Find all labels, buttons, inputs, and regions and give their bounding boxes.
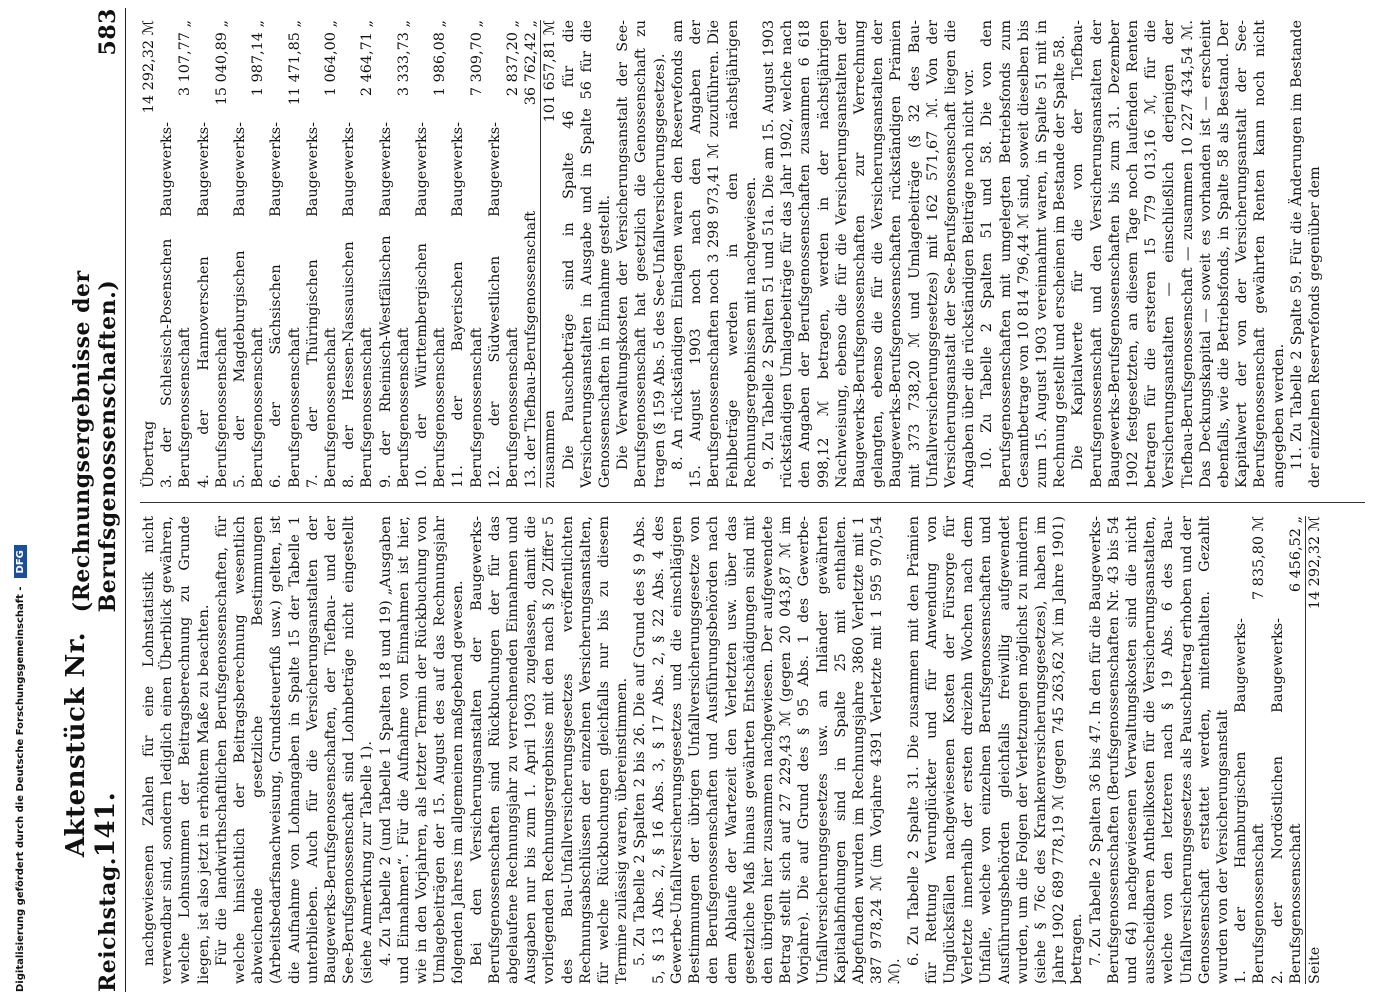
payment-entry-label: 2. der Nordöstlichen Baugewerks-Berufsgenossenschaft [1269, 618, 1304, 984]
payment-entry [158, 20, 194, 488]
payment-entry [231, 20, 267, 488]
payment-entry-value: 1 987,14 „ [250, 20, 267, 97]
carryover-entry-value: 14 292,32 ℳ [141, 20, 157, 114]
payment-entry-label: 11. der Bayerischen Baugewerks-Berufsgenossenschaft [450, 122, 485, 488]
text-paragraph: 6. Zu Tabelle 2 Spalte 31. Die zusammen mit den Prämien für Rettung Verunglückter und für Anwendung von Unglücksfällen nachgewiesenen Kosten der Fürsorge für Verletzte innerhalb der ersten dreizehn Wochen nach dem Unfalle, welche von einzelnen Berufsgenossenschaften und Ausführungsbehörden gleichfalls freiwillig aufgewendet wurden, um die Folgen der Verletzungen möglichst zu mindern (siehe § 76c des Krankenversicherungsgesetzes), haben im Jahre 1902 689 778,19 ℳ (gegen 745 263,62 ℳ im Jahre 1901) betragen. [905, 516, 1086, 984]
text-paragraph: 7. Zu Tabelle 2 Spalten 36 bis 47. In den für die Baugewerks-Berufsgenossenschaften (Berufsgenossenschaften Nr. 43 bis 54 und 64) nachgewiesenen Verwaltungskosten sind die nicht ausscheidbaren Antheilkosten für die Versicherungsanstalten, welche von den letzteren nach § 19 Abs. 6 des Bau-Unfallversicherungsgesetzes als Pauschbetrag erhoben und der Genossenschaft erstattet werden, mitenthalten. Gezahlt wurden von der Versicherungsanstalt [1087, 516, 1231, 984]
payment-entry-label: 1. der Hamburgischen Baugewerks-Berufsgenossenschaft [1233, 618, 1268, 984]
text-paragraph: 10. Zu Tabelle 2 Spalten 51 und 58. Die von den Berufsgenossenschaften mit umgelegten Betriebsfonds zum Gesamtbetrage von 10 814 796,44 ℳ sind, soweit dieselben bis zum 15. August 1903 vereinnahmt waren, in Spalte 51 mit in Rechnung gestellt und erscheinen im Bestande der Spalte 58. [979, 20, 1069, 488]
header-left: Reichstag. [95, 857, 121, 992]
text-paragraph: 5. Zu Tabelle 2 Spalten 2 bis 26. Die auf Grund des § 9 Abs. 5, § 13 Abs. 2, § 16 Abs. 3, § 17 Abs. 2, § 22 Abs. 4 des Gewerbe-Unfallversicherungsgesetzes und die einschlägigen Bestimmungen der übrigen Unfallversicherungsgesetze von den Berufsgenossenschaften und Ausführungsbehörden nach dem Ablaufe der Wartezeit den Verletzten usw. über das gesetzliche Maß hinaus gewährten Entschädigungen sind mit den übrigen hier zusammen nachgewiesen. Der aufgewendete Betrag stellt sich auf 27 229,43 ℳ (gegen 20 043,87 ℳ im Vorjahre). Die auf Grund des § 95 Abs. 1 des Gewerbe-Unfallversicherungsgesetzes usw. an Inländer gewährten Kapitalabfindungen sind in Spalte 25 mit enthalten. Abgefunden wurden im Rechnungsjahre 3860 Verletzte mit 1 387 978,24 ℳ (im Vorjahre 4391 Verletzte mit 1 595 970,54 ℳ). [632, 516, 904, 984]
payment-entry-value: 3 107,77 „ [177, 20, 194, 97]
payment-entry-label: 6. der Sächsischen Baugewerks-Berufsgenossenschaft [268, 122, 303, 488]
payment-entry [1232, 516, 1268, 984]
payment-entry-value: 7 309,70 „ [468, 20, 485, 97]
payment-entry-value: 15 040,89 „ [213, 20, 230, 106]
payment-entry-label: 3. der Schlesisch-Posenschen Baugewerks-Berufsgenossenschaft [159, 122, 194, 488]
carryover-entry-label: Übertrag [141, 420, 157, 488]
text-paragraph: Für die landwirthschaftlichen Berufsgenossenschaften, für welche hinsichtlich der Beitragsberechnung wesentlich abweichende gesetzliche Bestimmungen (Arbeitsbedarfsnachweisung, Grundsteuerfuß usw.) gelten, ist die Aufnahme von Lohnangaben in Spalte 15 der Tabelle 1 unterblieben. Auch für die Versicherungsanstalten der Baugewerks-Berufsgenossenschaften, der Tiefbau- und der See-Berufsgenossenschaft sind Lohnbeträge nicht eingestellt (siehe Anmerkung zur Tabelle 1). [213, 516, 376, 984]
payments-sum [540, 20, 559, 488]
payment-entry-value: 3 333,73 „ [395, 20, 412, 97]
payment-entry-label: 10. der Württembergischen Baugewerks-Berufsgenossenschaft [414, 122, 449, 488]
payment-entry-value: 6 456,52 „ [1287, 516, 1304, 593]
payment-entry-label: 12. der Südwestlichen Baugewerks-Berufsgenossenschaft [486, 122, 522, 488]
payment-entry-value: 7 835,80 ℳ [1251, 516, 1268, 601]
column-divider [140, 502, 1365, 503]
payment-entry-label: 5. der Magdeburgischen Baugewerks-Berufsgenossenschaft [232, 122, 267, 488]
payment-entry-label: 9. der Rheinisch-Westfälischen Baugewerks-Berufsgenossenschaft [377, 122, 412, 488]
carryover-entry [140, 20, 158, 488]
digitization-watermark [6, 32, 34, 992]
payment-entry-value: 11 471,85 „ [286, 20, 303, 106]
payment-entry [449, 20, 485, 488]
payment-entry [377, 20, 413, 488]
payment-entry [413, 20, 449, 488]
payment-entry-value: 2 464,71 „ [359, 20, 376, 97]
page-header [61, 8, 126, 992]
header-title: (Rechnungsergebnisse der Berufsgenossenschaften.) [69, 270, 121, 613]
page-total [1305, 516, 1324, 984]
left-column [140, 516, 1365, 984]
payment-entry [340, 20, 376, 488]
text-paragraph: 9. Zu Tabelle 2 Spalten 51 und 51a. Die am 15. August 1903 rückständigen Umlagebeiträge für das Jahr 1902, welche nach den Angaben der Berufsgenossenschaften zusammen 6 618 998,12 ℳ betragen, werden in der nächstjährigen Nachweisung, ebenso die für die Versicherungsanstalten der Baugewerks-Berufsgenossenschaften zur Verrechnung gelangten, ebenso die für die Versicherungsanstalten der Baugewerks-Berufsgenossenschaften rückständigen Prämien mit 373 738,20 ℳ und Umlagebeiträge (§ 32 des Bau-Unfallversicherungsgesetzes) mit 162 571,67 ℳ. Von der Versicherungsanstalt der See-Berufsgenossenschaft liegen die Angaben über die rückständigen Beiträge noch nicht vor. [760, 20, 978, 488]
payment-entry [1269, 516, 1305, 984]
dfg-logo: DFG [14, 545, 27, 578]
payments-sum-value: 101 657,81 ℳ [542, 20, 559, 123]
payment-entry [195, 20, 231, 488]
payment-entry-label: 4. der Hannoverschen Baugewerks-Berufsgenossenschaft [195, 122, 230, 488]
header-center: Aktenstück Nr. 141. [61, 631, 121, 858]
payments-sum-label: zusammen [542, 410, 559, 488]
payment-entry [304, 20, 340, 488]
text-paragraph: nachgewiesenen Zahlen für eine Lohnstatistik nicht verwendbar sind, sondern lediglich einen Überblick gewähren, welche Lohnsummen der Beitragsberechnung zu Grunde liegen, ist also jetzt in erhöhtem Maße zu beachten. [141, 516, 212, 984]
text-paragraph: Die Verwaltungskosten der Versicherungsanstalt der See-Berufsgenossenschaft hat gesetzlich die Genossenschaft zu tragen (§ 159 Abs. 5 des See-Unfallversicherungsgesetzes). [615, 20, 668, 488]
page-total-label: Seite [1307, 946, 1323, 984]
payment-entry-value: 36 762,42 „ [523, 20, 540, 106]
right-column [140, 20, 1365, 488]
payment-entry [267, 20, 303, 488]
text-paragraph: 8. An rückständigen Einlagen waren den Reservefonds am 15. August 1903 noch nach den Angaben der Berufsgenossenschaften noch 3 298 973,41 ℳ zuzuführen. Die Fehlbeträge werden in den nächstjährigen Rechnungsergebnissen mit nachgewiesen. [669, 20, 759, 488]
page-total-value: 14 292,32 ℳ [1307, 516, 1323, 610]
watermark-text: Digitalisierung gefördert durch die Deutsche Forschungsgemeinschaft - [14, 586, 26, 992]
text-paragraph: Die Pauschbeträge sind in Spalte 46 für die Versicherungsanstalten in Ausgabe und in Spalte 56 für die Genossenschaften in Einnahme gestellt. [560, 20, 614, 488]
payment-entry-label: 13. der Tiefbau-Berufsgenossenschaft [523, 210, 540, 488]
payment-entry-label: 8. der Hessen-Nassauischen Baugewerks-Berufsgenossenschaft [341, 122, 376, 488]
payment-entry-value: 1 986,08 „ [432, 20, 449, 97]
text-paragraph: 4. Zu Tabelle 2 (und Tabelle 1 Spalten 18 und 19) „Ausgaben und Einnahmen“. Für die Aufnahme von Einnahmen ist hier, wie in den Vorjahren, als letzter Termin der Rückbuchung von Umlagebeiträgen der 15. August des auf das Rechnungsjahr folgenden Jahres im allgemeinen maßgebend gewesen. [377, 516, 467, 984]
payment-entry [486, 20, 522, 488]
text-paragraph: Die Kapitalwerte für die von der Tiefbau-Berufsgenossenschaft und den Versicherungsanstalten der Baugewerks-Berufsgenossenschaften bis zum 31. Dezember 1902 festgesetzten, an diesem Tage noch laufenden Renten betragen für die ersteren 15 779 013,16 ℳ, für die Versicherungsanstalten — einschließlich derjenigen der Tiefbau-Berufsgenossenschaft — zusammen 10 227 434,54 ℳ. Das Deckungskapital — soweit es vorhanden ist — erscheint ebenfalls, wie die Betriebsfonds, in Spalte 58 als Bestand. Der Kapitalwert der von der Versicherungsanstalt der See-Berufsgenossenschaft gewährten Renten kann noch nicht angegeben werden. [1070, 20, 1287, 488]
payment-entry-label: 7. der Thüringischen Baugewerks-Berufsgenossenschaft [304, 122, 340, 488]
payment-entry [522, 20, 540, 488]
page-number: 583 [95, 8, 121, 56]
text-paragraph: 11. Zu Tabelle 2 Spalte 59. Für die Änderungen im Bestande der einzelnen Reservefonds gegenüber dem [1288, 20, 1323, 488]
payment-entry-value: 2 837,20 „ [505, 20, 522, 97]
payment-entry-value: 1 064,00 „ [323, 20, 340, 97]
text-paragraph: Bei den Versicherungsanstalten der Baugewerks-Berufsgenossenschaften sind Rückbuchungen der für das abgelaufene Rechnungsjahr zu verrechnenden Einnahmen und Ausgaben nur bis zum 1. April 1903 zugelassen, damit die vorliegenden Rechnungsergebnisse mit den nach § 20 Ziffer 5 des Bau-Unfallversicherungsgesetzes veröffentlichten Rechnungsabschlüssen der einzelnen Versicherungsanstalten, für welche Rückbuchungen gleichfalls nur bis zu diesem Termine zulässig waren, übereinstimmen. [468, 516, 631, 984]
